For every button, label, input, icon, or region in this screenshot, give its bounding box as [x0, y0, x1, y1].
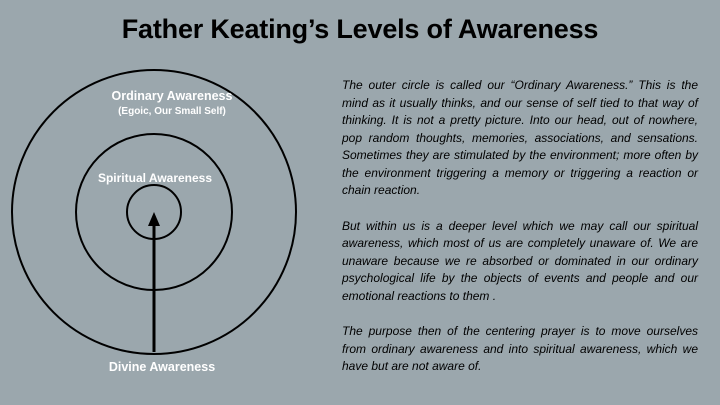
- paragraph-purpose: The purpose then of the centering prayer is to move ourselves from ordinary awareness and into spiritual awareness, which we have but are not aware of.: [342, 324, 698, 373]
- paragraph-spiritual: But within us is a deeper level which we may call our spiritual awareness, which most of us are completely unaware of. We are unaware because we re absorbed or dominated in our ordinary psychological life by the objects of events and people and our emotional reactions to them .: [342, 218, 698, 303]
- slide-title: Father Keating’s Levels of Awareness: [121, 14, 599, 44]
- arrow-head: [148, 212, 160, 226]
- divine-awareness-label: Divine Awareness: [108, 360, 216, 374]
- spiritual-awareness-label: Spiritual Awareness: [97, 171, 213, 185]
- ordinary-awareness-sublabel: (Egoic, Our Small Self): [118, 106, 226, 117]
- paragraph-ordinary: The outer circle is called our “Ordinary Awareness.” This is the mind as it usually thinks, and our sense of self tied to that way of thinking. It is not a pretty picture. Into our head, out of nowhere, pop random thoughts, memories, associations, and sensations. Sometimes they are stimulated by the environment; more often by the environment triggering a memory or triggering a reaction or chain reaction.: [342, 78, 698, 197]
- ordinary-awareness-label: Ordinary Awareness: [111, 89, 233, 103]
- explanation-text: [342, 77, 698, 394]
